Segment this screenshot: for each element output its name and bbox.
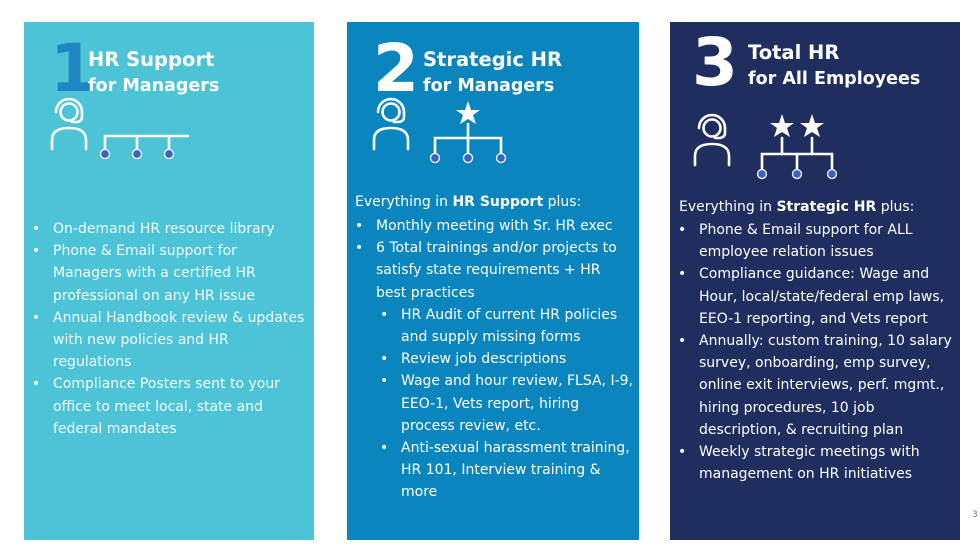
- list-item-text: 6 Total trainings and/or projects to satisfy state requirements + HR best practices: [376, 240, 617, 301]
- feature-list: [674, 219, 956, 485]
- plan-title-line1: Strategic HR: [423, 48, 563, 71]
- support-agent-org-chart-icon: [49, 97, 189, 177]
- plan-title: [423, 46, 562, 100]
- intro-suffix: plus:: [543, 194, 582, 210]
- list-item: • Annual Handbook review & updates with new policies and HR regulations: [28, 307, 310, 374]
- plan-title-line2: for All Employees: [748, 69, 921, 89]
- plan-title-line1: Total HR: [748, 41, 840, 64]
- intro-prefix: Everything in: [355, 194, 453, 210]
- list-item: [351, 237, 635, 503]
- sub-list-item: • Anti-sexual harassment training, HR 101, Interview training & more: [376, 437, 635, 504]
- plan-card-strategic-hr: [347, 22, 639, 540]
- plan-number: 2: [373, 30, 419, 107]
- plan-number: 3: [692, 24, 738, 101]
- support-agent-org-chart-two-stars-icon: [692, 92, 842, 182]
- feature-list: [28, 218, 310, 440]
- intro-prefix: Everything in: [679, 199, 777, 215]
- plan-title: [748, 39, 920, 93]
- plan-title: [88, 46, 219, 100]
- plan-title-line2: for Managers: [423, 76, 555, 96]
- plan-intro: [679, 199, 914, 215]
- list-item: • Compliance Posters sent to your office to meet local, state and federal mandates: [28, 373, 310, 440]
- list-item: • On-demand HR resource library: [28, 218, 310, 240]
- sub-list: [376, 304, 635, 504]
- list-item: • Phone & Email support for Managers with a certified HR professional on any HR issue: [28, 240, 310, 307]
- plan-title-line1: HR Support: [88, 48, 215, 71]
- feature-list: [351, 215, 635, 504]
- intro-suffix: plus:: [876, 199, 915, 215]
- intro-bold: Strategic HR: [776, 199, 877, 215]
- list-item: • Weekly strategic meetings with management on HR initiatives: [674, 441, 956, 485]
- list-item: • Annually: custom training, 10 salary survey, onboarding, emp survey, online exit interviews, perf. mgmt., hiring procedures, 10 job description, & recruiting plan: [674, 330, 956, 441]
- list-item: • Phone & Email support for ALL employee relation issues: [674, 219, 956, 263]
- support-agent-org-chart-star-icon: [371, 97, 521, 187]
- plan-card-hr-support: [24, 22, 314, 540]
- plan-title-line2: for Managers: [88, 76, 220, 96]
- list-item: • Monthly meeting with Sr. HR exec: [351, 215, 635, 237]
- sub-list-item: • Wage and hour review, FLSA, I-9, EEO-1, Vets report, hiring process review, etc.: [376, 370, 635, 437]
- plan-number: 1: [50, 30, 96, 107]
- page-number: 3: [972, 510, 978, 520]
- intro-bold: HR Support: [452, 194, 544, 210]
- plan-card-total-hr: [670, 22, 960, 540]
- plan-intro: [355, 194, 581, 210]
- sub-list-item: • Review job descriptions: [376, 348, 635, 370]
- sub-list-item: • HR Audit of current HR policies and supply missing forms: [376, 304, 635, 348]
- list-item: • Compliance guidance: Wage and Hour, local/state/federal emp laws, EEO-1 reporting, and Vets report: [674, 263, 956, 330]
